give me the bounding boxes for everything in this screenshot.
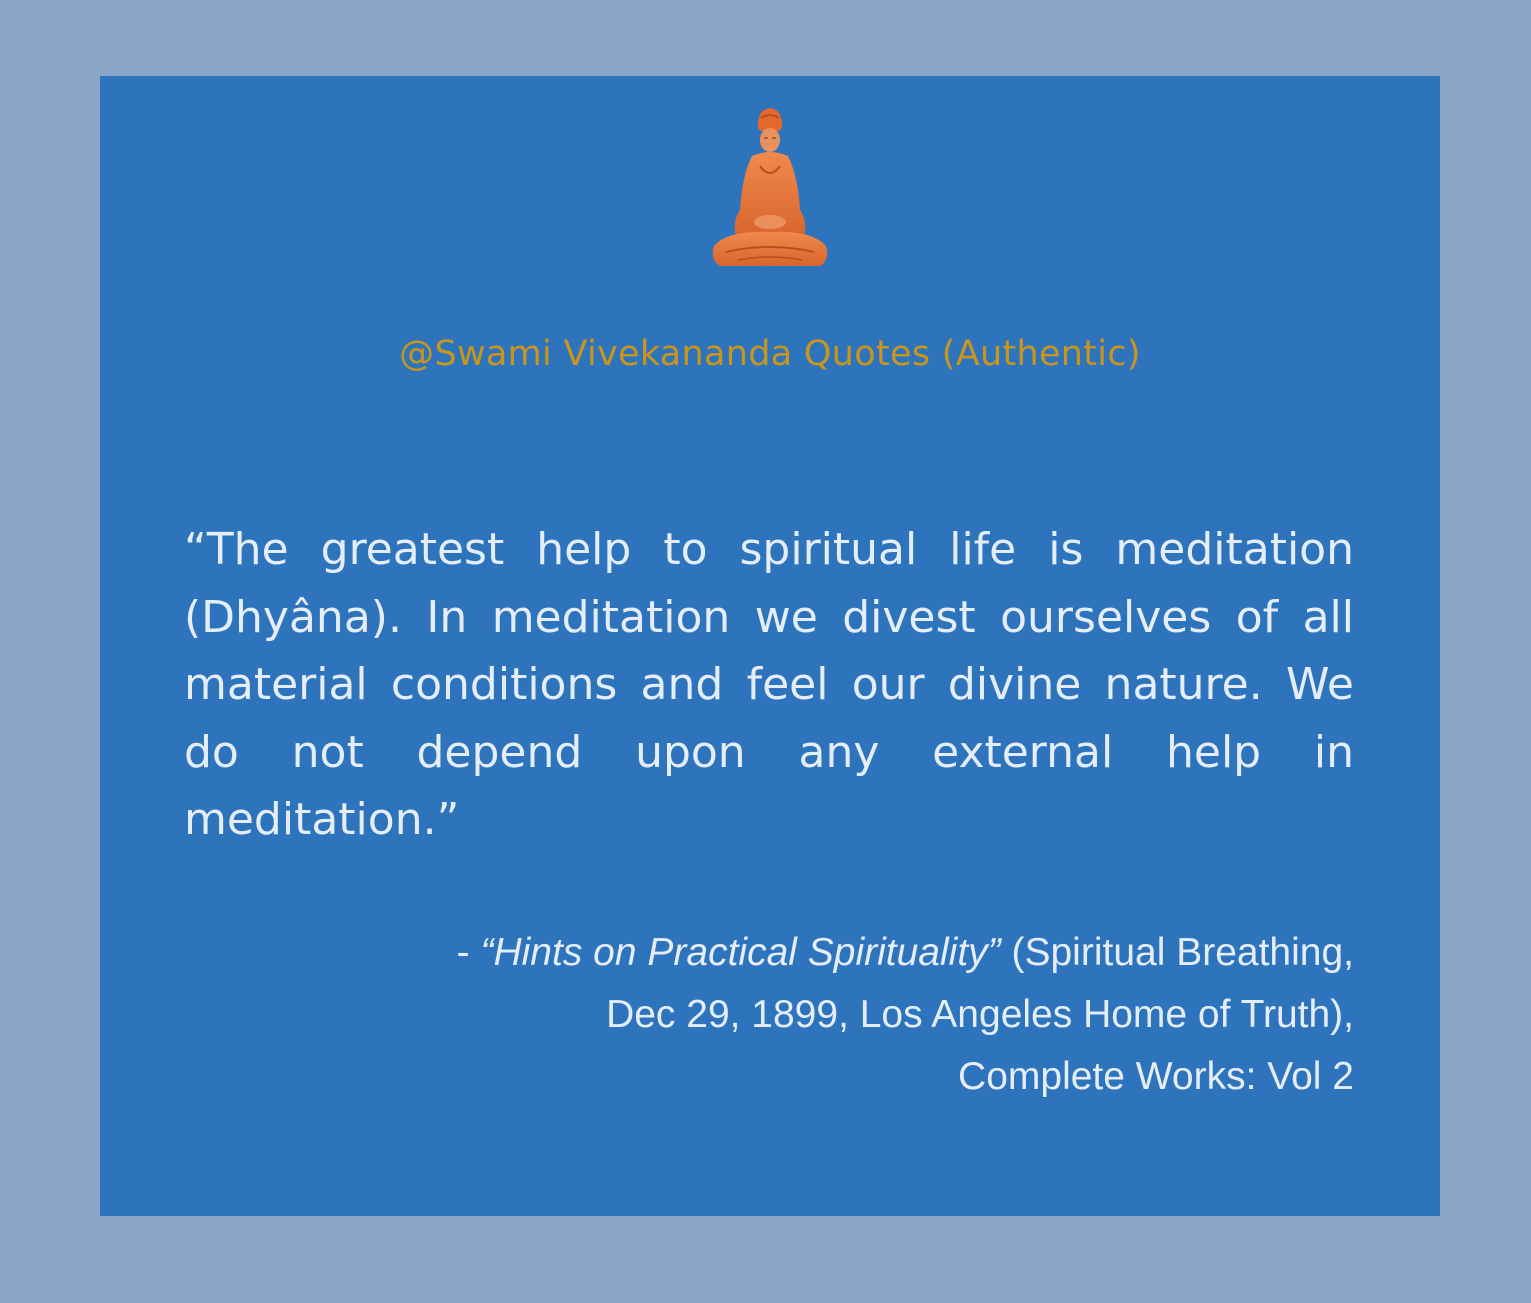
source-dash: -: [456, 931, 481, 974]
source-title: “Hints on Practical Spirituality”: [480, 931, 1001, 974]
source-line-2: Dec 29, 1899, Los Angeles Home of Truth),: [606, 993, 1354, 1036]
source-detail: (Spiritual Breathing,: [1000, 931, 1354, 974]
meditating-monk-icon: [708, 106, 832, 270]
quote-source: [184, 922, 1354, 1108]
page-handle-title: @Swami Vivekananda Quotes (Authentic): [399, 334, 1141, 374]
source-line-3: Complete Works: Vol 2: [958, 1055, 1354, 1098]
source-line-1: [184, 922, 1354, 984]
quote-card: [100, 76, 1440, 1216]
quote-text: “The greatest help to spiritual life is meditation (Dhyâna). In meditation we divest ourselves of all material conditions and feel our divine nature. We do not depend upon any external help in meditation.”: [184, 524, 1354, 845]
